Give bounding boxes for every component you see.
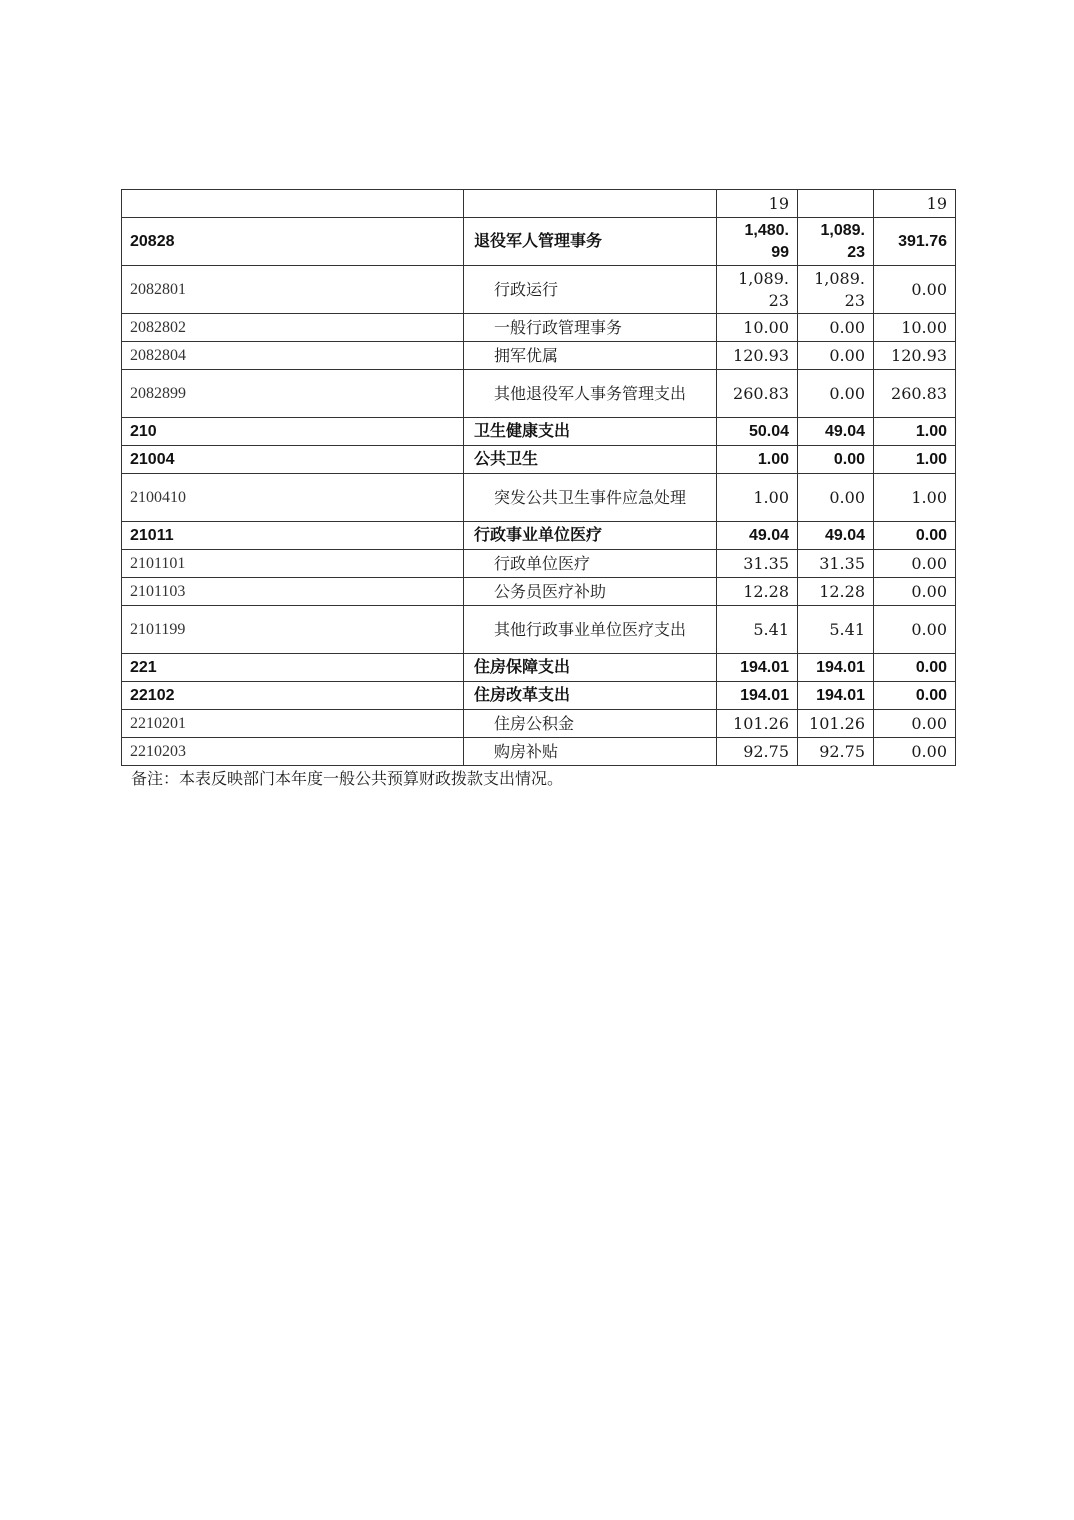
- row-project-expenditure: 0.00: [874, 710, 956, 738]
- row-project-expenditure: 0.00: [874, 266, 956, 314]
- row-total: 92.75: [717, 738, 798, 766]
- row-total: 50.04: [717, 418, 798, 446]
- row-basic-expenditure: 1,089. 23: [798, 218, 874, 266]
- row-basic-expenditure: 101.26: [798, 710, 874, 738]
- table-row: [122, 550, 956, 578]
- table-row: [122, 738, 956, 766]
- row-code: 2082801: [122, 266, 464, 314]
- row-project-expenditure: 10.00: [874, 314, 956, 342]
- row-code: 21011: [122, 522, 464, 550]
- row-total: 194.01: [717, 654, 798, 682]
- table-row: [122, 578, 956, 606]
- row-code: 21004: [122, 446, 464, 474]
- row-project-expenditure: 0.00: [874, 682, 956, 710]
- row-code: [122, 190, 464, 218]
- table-row: [122, 342, 956, 370]
- row-project-expenditure: 0.00: [874, 606, 956, 654]
- row-basic-expenditure: 31.35: [798, 550, 874, 578]
- row-code: 2082899: [122, 370, 464, 418]
- table-row: [122, 266, 956, 314]
- row-basic-expenditure: 49.04: [798, 522, 874, 550]
- row-basic-expenditure: 0.00: [798, 370, 874, 418]
- row-code: 2101101: [122, 550, 464, 578]
- row-total: 1,089. 23: [717, 266, 798, 314]
- row-total: 49.04: [717, 522, 798, 550]
- table-row: [122, 606, 956, 654]
- row-total: 31.35: [717, 550, 798, 578]
- row-name: 行政运行: [464, 266, 717, 314]
- table-row: [122, 522, 956, 550]
- row-total: 19: [717, 190, 798, 218]
- row-project-expenditure: 260.83: [874, 370, 956, 418]
- row-total: 10.00: [717, 314, 798, 342]
- row-total: 5.41: [717, 606, 798, 654]
- row-code: 2210201: [122, 710, 464, 738]
- row-code: 2101199: [122, 606, 464, 654]
- row-code: 2101103: [122, 578, 464, 606]
- table-note: 备注：本表反映部门本年度一般公共预算财政拨款支出情况。: [131, 769, 564, 788]
- table-row: [122, 682, 956, 710]
- row-basic-expenditure: 92.75: [798, 738, 874, 766]
- row-basic-expenditure: 0.00: [798, 474, 874, 522]
- row-name: 一般行政管理事务: [464, 314, 717, 342]
- row-project-expenditure: 0.00: [874, 738, 956, 766]
- row-name: 突发公共卫生事件应急处理: [464, 474, 717, 522]
- row-total: 1,480. 99: [717, 218, 798, 266]
- table-row: [122, 446, 956, 474]
- row-name: 公共卫生: [464, 446, 717, 474]
- row-code: 2100410: [122, 474, 464, 522]
- row-name: 公务员医疗补助: [464, 578, 717, 606]
- row-project-expenditure: 0.00: [874, 522, 956, 550]
- budget-expenditure-table: [121, 189, 956, 766]
- table-body: [122, 190, 956, 766]
- row-name: 卫生健康支出: [464, 418, 717, 446]
- row-name: 住房保障支出: [464, 654, 717, 682]
- row-code: 22102: [122, 682, 464, 710]
- row-name: 行政单位医疗: [464, 550, 717, 578]
- row-project-expenditure: 1.00: [874, 446, 956, 474]
- row-name: 购房补贴: [464, 738, 717, 766]
- row-total: 260.83: [717, 370, 798, 418]
- row-code: 20828: [122, 218, 464, 266]
- row-total: 120.93: [717, 342, 798, 370]
- row-basic-expenditure: 5.41: [798, 606, 874, 654]
- row-total: 101.26: [717, 710, 798, 738]
- row-basic-expenditure: 194.01: [798, 682, 874, 710]
- row-basic-expenditure: 1,089. 23: [798, 266, 874, 314]
- row-project-expenditure: 1.00: [874, 474, 956, 522]
- row-project-expenditure: 19: [874, 190, 956, 218]
- row-name: 退役军人管理事务: [464, 218, 717, 266]
- row-basic-expenditure: 0.00: [798, 314, 874, 342]
- row-project-expenditure: 120.93: [874, 342, 956, 370]
- row-name: [464, 190, 717, 218]
- row-total: 1.00: [717, 474, 798, 522]
- table-row: [122, 218, 956, 266]
- row-name: 住房公积金: [464, 710, 717, 738]
- row-code: 2082802: [122, 314, 464, 342]
- row-basic-expenditure: 0.00: [798, 446, 874, 474]
- row-project-expenditure: 0.00: [874, 550, 956, 578]
- row-code: 2082804: [122, 342, 464, 370]
- row-total: 12.28: [717, 578, 798, 606]
- row-basic-expenditure: 49.04: [798, 418, 874, 446]
- table-row: [122, 190, 956, 218]
- row-code: 210: [122, 418, 464, 446]
- table-row: [122, 710, 956, 738]
- row-total: 194.01: [717, 682, 798, 710]
- row-code: 2210203: [122, 738, 464, 766]
- row-basic-expenditure: 194.01: [798, 654, 874, 682]
- table-row: [122, 418, 956, 446]
- row-basic-expenditure: 12.28: [798, 578, 874, 606]
- table-row: [122, 314, 956, 342]
- row-name: 拥军优属: [464, 342, 717, 370]
- row-project-expenditure: 0.00: [874, 578, 956, 606]
- row-code: 221: [122, 654, 464, 682]
- row-project-expenditure: 1.00: [874, 418, 956, 446]
- row-basic-expenditure: 0.00: [798, 342, 874, 370]
- table-row: [122, 370, 956, 418]
- table-row: [122, 474, 956, 522]
- row-total: 1.00: [717, 446, 798, 474]
- row-basic-expenditure: [798, 190, 874, 218]
- table-row: [122, 654, 956, 682]
- row-name: 行政事业单位医疗: [464, 522, 717, 550]
- row-name: 其他退役军人事务管理支出: [464, 370, 717, 418]
- row-project-expenditure: 391.76: [874, 218, 956, 266]
- row-project-expenditure: 0.00: [874, 654, 956, 682]
- row-name: 其他行政事业单位医疗支出: [464, 606, 717, 654]
- row-name: 住房改革支出: [464, 682, 717, 710]
